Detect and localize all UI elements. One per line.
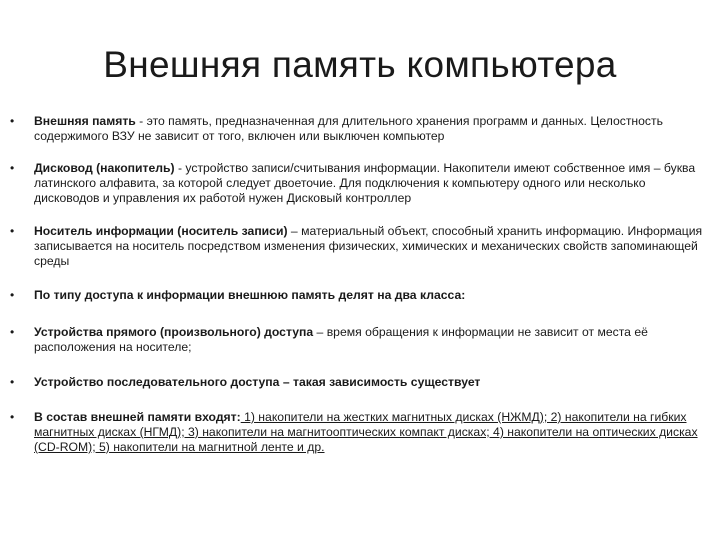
slide-title: Внешняя память компьютера [103, 44, 617, 85]
bullet-icon: • [10, 114, 15, 128]
item-text [34, 325, 706, 355]
item-lead: Дисковод (накопитель) [34, 161, 175, 175]
item-text [34, 161, 706, 206]
item-body: - устройство записи/считывания информации. Накопители имеют собственное имя – буква латинского алфавита, за которой следует двоеточие. Для подключения к компьютеру одного или несколько дисководов и управления их работой нужен Дисковый контроллер [34, 161, 696, 205]
item-lead: Устройства прямого (произвольного) доступа [34, 325, 314, 339]
item-text [34, 114, 706, 144]
bullet-icon: • [10, 161, 15, 175]
item-body: - это память, предназначенная для длительного хранения программ и данных. Целостность содержимого ВЗУ не зависит от того, включен или выключен компьютер [34, 114, 663, 143]
item-text [34, 288, 706, 303]
bullet-icon: • [10, 325, 15, 339]
bullet-icon: • [10, 288, 15, 302]
bullet-icon: • [10, 375, 15, 389]
bullet-icon: • [10, 410, 15, 424]
item-body: – материальный объект, способный хранить информацию. Информация записывается на носитель посредством изменения физических, химических и механических свойств запоминающей среды [34, 224, 703, 268]
item-lead: По типу доступа к информации внешнюю память делят на два класса: [34, 288, 466, 302]
item-lead: Устройство последовательного доступа – такая зависимость существует [34, 375, 481, 389]
item-lead: Внешняя память [34, 114, 136, 128]
bullet-icon: • [10, 224, 15, 238]
item-lead: Носитель информации (носитель записи) [34, 224, 288, 238]
item-body: – время обращения к информации не зависит от места её расположения на носителе; [34, 325, 648, 354]
item-lead: В состав внешней памяти входят: [34, 410, 241, 424]
item-text [34, 375, 706, 390]
item-body: 1) накопители на жестких магнитных дисках (НЖМД); 2) накопители на гибких магнитных дисках (НГМД); 3) накопители на магнитооптических компакт дисках; 4) накопители на оптических дисках (CD-ROM); 5) накопители на магнитной ленте и др. [34, 410, 698, 454]
item-text [34, 410, 706, 455]
item-text [34, 224, 706, 269]
